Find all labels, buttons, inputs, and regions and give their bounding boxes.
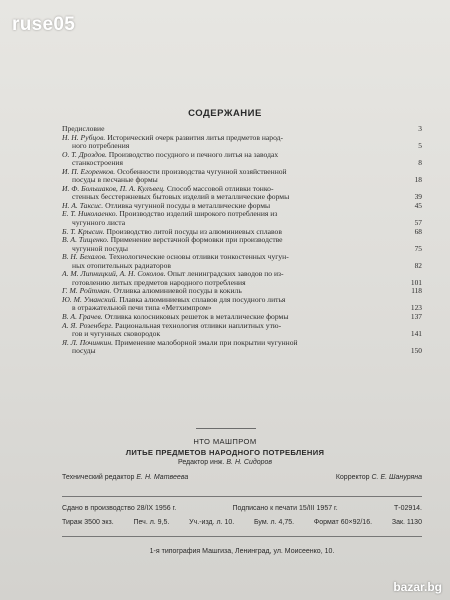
toc-entry <box>62 339 422 356</box>
toc-entry-page: 8 <box>418 158 422 168</box>
toc-entry-line: гов и чугунных сковородок <box>72 329 161 339</box>
tech-editor <box>62 474 188 481</box>
table-of-contents <box>62 125 422 356</box>
toc-entry-line: Предисловие <box>62 124 105 133</box>
tech-editor-label: Технический редактор <box>62 474 135 481</box>
toc-entry-author: В. Н. Бехалов. <box>62 252 107 262</box>
toc-entry-line: Исторический очерк развития литья предметов народ- <box>107 132 284 142</box>
toc-entry-page: 45 <box>414 200 422 210</box>
toc-entry-line: посуды в песчаные формы <box>72 175 158 185</box>
toc-entry-line: ных отопительных радиаторов <box>72 260 171 270</box>
editor-label: Редактор инж. <box>177 459 225 466</box>
tech-editor-name: Е. Н. Матвеева <box>136 474 189 481</box>
toc-entry-line: стенных бесстержневых бытовых изделий в металлические формы <box>72 192 290 202</box>
toc-entry-line: Способ массовой отливки тонко- <box>166 183 274 193</box>
printing-house: 1-я типография Машгиза, Ленинград, ул. Моисеенко, 10. <box>149 548 335 555</box>
toc-entry <box>62 151 422 168</box>
toc-entry-line: Отливка колосниковых решеток в металлические формы <box>104 312 289 322</box>
toc-entry-author: И. Ф. Большаков, П. А. Кулъвец. <box>62 183 165 193</box>
toc-entry-author: О. Т. Дроздов. <box>62 149 107 159</box>
corrector <box>336 474 422 481</box>
book-title: ЛИТЬЕ ПРЕДМЕТОВ НАРОДНОГО ПОТРЕБЛЕНИЯ <box>125 448 325 457</box>
toc-entry <box>62 296 422 313</box>
toc-entry-line: Производство посудного и печного литья на заводах <box>108 149 279 159</box>
printing-house-row <box>62 548 422 555</box>
toc-entry-page: 150 <box>410 346 422 356</box>
toc-entry-line: Применение верстачной формовки при производстве <box>110 235 283 245</box>
toc-entry-line: готовлению литых предметов народного потребления <box>72 277 246 287</box>
toc-entry-page: 82 <box>414 260 422 270</box>
format: Формат 60×92/16. <box>313 519 373 526</box>
toc-entry-line: чугунного листа <box>72 218 126 228</box>
corrector-name: С. Е. Шануряна <box>371 474 422 481</box>
toc-entry-page: 137 <box>410 312 422 322</box>
toc-entry-line: Применение малоборной эмали при покрытии чугунной <box>114 337 298 347</box>
catalog-code: Т-02914. <box>393 505 422 512</box>
imprint-rule-top <box>62 496 422 497</box>
order-number: Зак. 1130 <box>391 519 422 526</box>
toc-entry <box>62 210 422 227</box>
toc-entry-page: 5 <box>418 141 422 151</box>
toc-entry-line: посуды <box>72 346 96 356</box>
toc-entry-author: Ю. М. Уманский. <box>62 294 118 304</box>
toc-entry-page: 118 <box>411 286 422 296</box>
separator-line <box>196 428 256 429</box>
corrector-label: Корректор <box>335 474 370 481</box>
print-specs-row <box>62 519 422 526</box>
paper-sheets: Бум. л. 4,75. <box>253 519 295 526</box>
toc-entry <box>62 270 422 287</box>
sent-to-production: Сдано в производство 28/IX 1956 г. <box>62 505 177 512</box>
toc-entry <box>62 253 422 270</box>
toc-entry-line: ного потребления <box>72 141 130 151</box>
editor-line <box>0 459 450 466</box>
toc-entry-line: Отливка чугунной посуды в металлические формы <box>105 200 271 210</box>
toc-entry-line: Технологические основы отливки тонкостенных чугун- <box>108 252 289 262</box>
toc-entry-page: 68 <box>414 226 422 236</box>
toc-entry <box>62 185 422 202</box>
print-sheets: Печ. л. 9,5. <box>133 519 170 526</box>
signed-for-print: Подписано к печати 15/III 1957 г. <box>232 505 338 512</box>
watermark-logo: ruse05 <box>12 14 76 35</box>
toc-entry-page: 101 <box>410 277 422 287</box>
toc-entry-author: А. Я. Розенберг. <box>62 320 114 330</box>
toc-entry-author: Я. Л. Починкин. <box>62 337 114 347</box>
toc-entry-author: Б. Т. Крысин. <box>62 226 105 236</box>
print-run: Тираж 3500 экз. <box>62 519 114 526</box>
toc-entry-page: 57 <box>414 218 422 228</box>
toc-entry-author: И. П. Егоренков. <box>62 166 116 176</box>
toc-entry-text <box>62 338 298 347</box>
toc-entry-line: Отливка алюминиевой посуды в кокиль <box>113 286 242 296</box>
publishing-sheets: Уч.-изд. л. 10. <box>189 519 235 526</box>
toc-entry-page: 141 <box>410 329 422 339</box>
toc-entry <box>62 236 422 253</box>
toc-entry <box>62 322 422 339</box>
toc-entry-line: Особенности производства чугунной хозяйственной <box>117 166 287 176</box>
toc-entry-author: Е. Т. Николаенко. <box>62 209 118 219</box>
toc-entry-author: А. М. Липницкий, А. Н. Соколов. <box>62 269 166 279</box>
toc-heading: СОДЕРЖАНИЕ <box>188 108 262 119</box>
toc-entry-page: 75 <box>414 243 422 253</box>
toc-entry-line: Рациональная технология отливки наплитных утю- <box>115 320 282 330</box>
production-dates-row <box>62 505 422 512</box>
toc-entry-line: чугунной посуды <box>72 243 129 253</box>
toc-entry-author: Н. А. Таксис. <box>62 200 104 210</box>
toc-entry-author: В. А. Грачев. <box>62 312 103 322</box>
toc-entry-author: Н. Н. Рубцов. <box>62 132 106 142</box>
publisher-line: НТО МАШПРОМ <box>193 437 257 446</box>
toc-entry-author: В. А. Тищенко. <box>62 235 109 245</box>
toc-entry-line: Опыт ленинградских заводов по из- <box>167 269 284 279</box>
toc-entry-page: 3 <box>418 124 422 133</box>
credits-row <box>62 474 422 481</box>
editor-name: В. Н. Сидоров <box>226 459 273 466</box>
toc-entry-line: Производство изделий широкого потребления из <box>119 209 278 219</box>
toc-entry-line: Плавка алюминиевых сплавов для посудного литья <box>119 294 286 304</box>
toc-entry-page: 39 <box>414 192 422 202</box>
toc-entry-line: в отражательной печи типа «Метхимпром» <box>72 303 212 313</box>
toc-entry <box>62 134 422 151</box>
toc-entry-page: 18 <box>414 175 422 185</box>
toc-entry-line: Производство литой посуды из алюминиевых сплавов <box>106 226 282 236</box>
toc-entry-text <box>62 347 406 356</box>
toc-entry <box>62 168 422 185</box>
toc-entry-author: Г. М. Ройтман. <box>62 286 112 296</box>
toc-entry-page: 123 <box>410 303 422 313</box>
imprint-rule-bottom <box>62 536 422 537</box>
corner-logo: bazar.bg <box>393 580 442 594</box>
toc-entry-line: станкостроения <box>72 158 123 168</box>
